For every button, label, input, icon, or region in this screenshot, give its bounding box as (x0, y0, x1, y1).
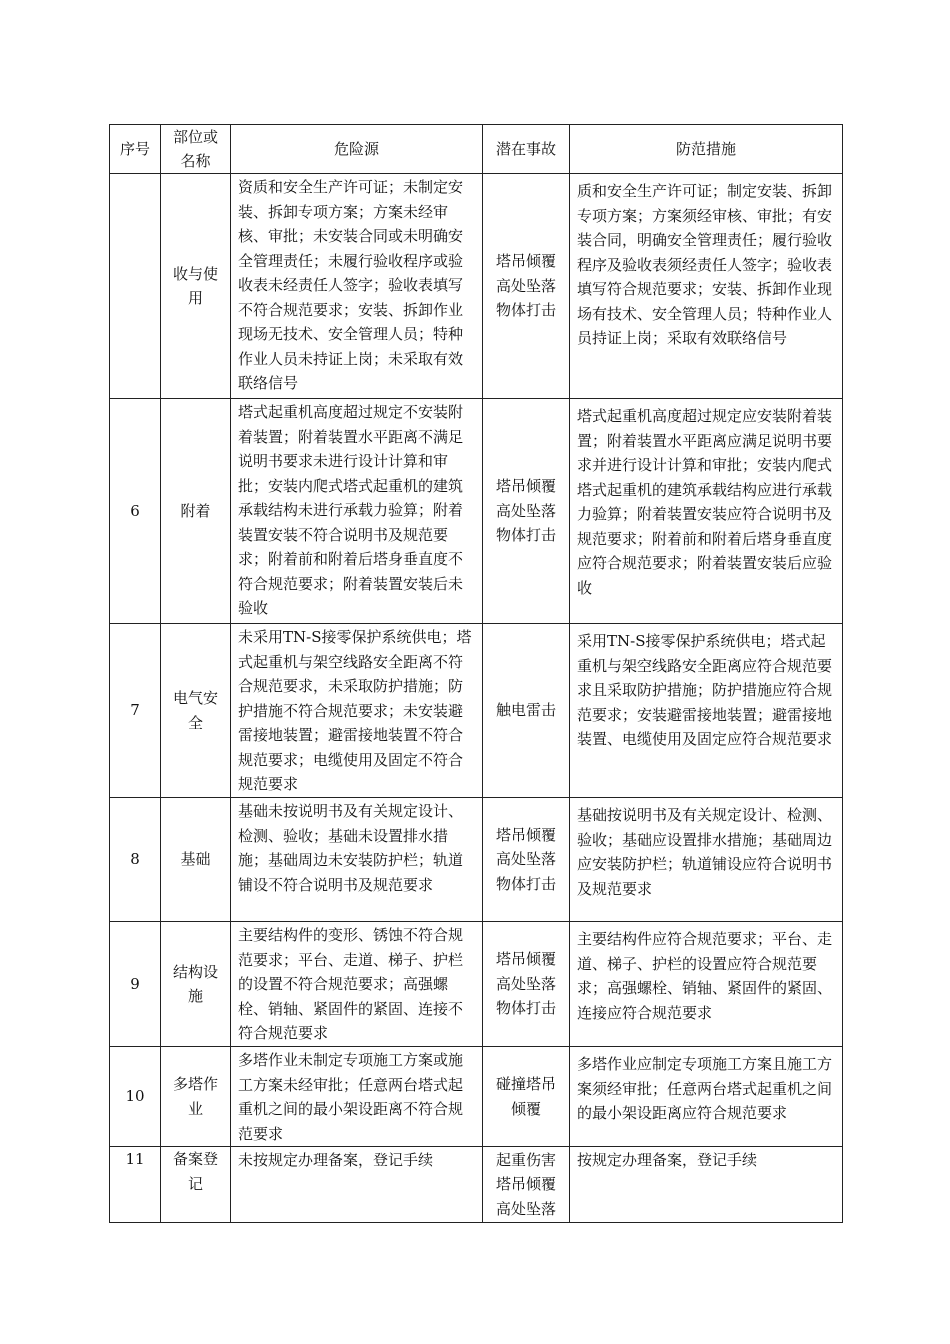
row-no: 8 (110, 798, 161, 922)
row-no: 6 (110, 399, 161, 624)
table-row (110, 922, 843, 1047)
row-no: 11 (110, 1147, 161, 1223)
row-no: 7 (110, 624, 161, 798)
row-no (110, 174, 161, 399)
row-accident: 塔吊倾覆高处坠落物体打击 (483, 922, 570, 1047)
table-row (110, 1047, 843, 1147)
row-measure: 按规定办理备案，登记手续 (570, 1147, 843, 1223)
header-part: 部位或名称 (161, 125, 231, 174)
row-accident: 起重伤害塔吊倾覆高处坠落 (483, 1147, 570, 1223)
row-part: 多塔作业 (161, 1047, 231, 1147)
row-measure: 塔式起重机高度超过规定应安装附着装置；附着装置水平距离应满足说明书要求并进行设计计算和审批；安装内爬式塔式起重机的建筑承载结构应进行承载力验算；附着装置安装应符合说明书及规范要求；附着前和附着后塔身垂直度应符合规范要求；附着装置安装后应验收 (570, 399, 843, 624)
table-row (110, 798, 843, 922)
row-no: 10 (110, 1047, 161, 1147)
row-accident: 触电雷击 (483, 624, 570, 798)
row-measure: 采用TN-S接零保护系统供电；塔式起重机与架空线路安全距离应符合规范要求且采取防护措施；防护措施应符合规范要求；安装避雷接地装置；避雷接地装置、电缆使用及固定应符合规范要求 (570, 624, 843, 798)
row-accident: 塔吊倾覆高处坠落物体打击 (483, 399, 570, 624)
table-row (110, 399, 843, 624)
row-hazard: 基础未按说明书及有关规定设计、检测、验收；基础未设置排水措施；基础周边未安装防护栏；轨道铺设不符合说明书及规范要求 (231, 798, 483, 922)
header-accident: 潜在事故 (483, 125, 570, 174)
table-row (110, 174, 843, 399)
row-part: 结构设施 (161, 922, 231, 1047)
row-no: 9 (110, 922, 161, 1047)
row-hazard: 多塔作业未制定专项施工方案或施工方案未经审批；任意两台塔式起重机之间的最小架设距离不符合规范要求 (231, 1047, 483, 1147)
row-part: 备案登记 (161, 1147, 231, 1223)
row-part: 电气安全 (161, 624, 231, 798)
table-row (110, 1147, 843, 1223)
row-accident: 碰撞塔吊倾覆 (483, 1047, 570, 1147)
row-measure: 多塔作业应制定专项施工方案且施工方案须经审批；任意两台塔式起重机之间的最小架设距离应符合规范要求 (570, 1047, 843, 1147)
hazard-table (109, 124, 843, 1223)
row-part: 附着 (161, 399, 231, 624)
row-measure: 质和安全生产许可证；制定安装、拆卸专项方案；方案须经审核、审批；有安装合同，明确安全管理责任；履行验收程序及验收表须经责任人签字；验收表填写符合规范要求；安装、拆卸作业现场有技术、安全管理人员；特种作业人员持证上岗；采取有效联络信号 (570, 174, 843, 399)
row-accident: 塔吊倾覆高处坠落物体打击 (483, 174, 570, 399)
row-hazard: 主要结构件的变形、锈蚀不符合规范要求；平台、走道、梯子、护栏的设置不符合规范要求；高强螺栓、销轴、紧固件的紧固、连接不符合规范要求 (231, 922, 483, 1047)
table-row (110, 624, 843, 798)
header-row (110, 125, 843, 174)
row-part: 收与使用 (161, 174, 231, 399)
row-hazard: 资质和安全生产许可证；未制定安装、拆卸专项方案；方案未经审核、审批；未安装合同或未明确安全管理责任；未履行验收程序或验收表未经责任人签字；验收表填写不符合规范要求；安装、拆卸作业现场无技术、安全管理人员；特种作业人员未持证上岗；未采取有效联络信号 (231, 174, 483, 399)
row-measure: 基础按说明书及有关规定设计、检测、验收；基础应设置排水措施；基础周边应安装防护栏；轨道铺设应符合说明书及规范要求 (570, 798, 843, 922)
row-accident: 塔吊倾覆高处坠落物体打击 (483, 798, 570, 922)
header-measure: 防范措施 (570, 125, 843, 174)
header-no: 序号 (110, 125, 161, 174)
row-hazard: 未按规定办理备案，登记手续 (231, 1147, 483, 1223)
row-hazard: 塔式起重机高度超过规定不安装附着装置；附着装置水平距离不满足说明书要求未进行设计计算和审批；安装内爬式塔式起重机的建筑承载结构未进行承载力验算；附着装置安装不符合说明书及规范要求；附着前和附着后塔身垂直度不符合规范要求；附着装置安装后未验收 (231, 399, 483, 624)
header-hazard: 危险源 (231, 125, 483, 174)
row-hazard: 未采用TN-S接零保护系统供电；塔式起重机与架空线路安全距离不符合规范要求，未采取防护措施；防护措施不符合规范要求；未安装避雷接地装置；避雷接地装置不符合规范要求；电缆使用及固定不符合规范要求 (231, 624, 483, 798)
row-part: 基础 (161, 798, 231, 922)
row-measure: 主要结构件应符合规范要求；平台、走道、梯子、护栏的设置应符合规范要求；高强螺栓、销轴、紧固件的紧固、连接应符合规范要求 (570, 922, 843, 1047)
